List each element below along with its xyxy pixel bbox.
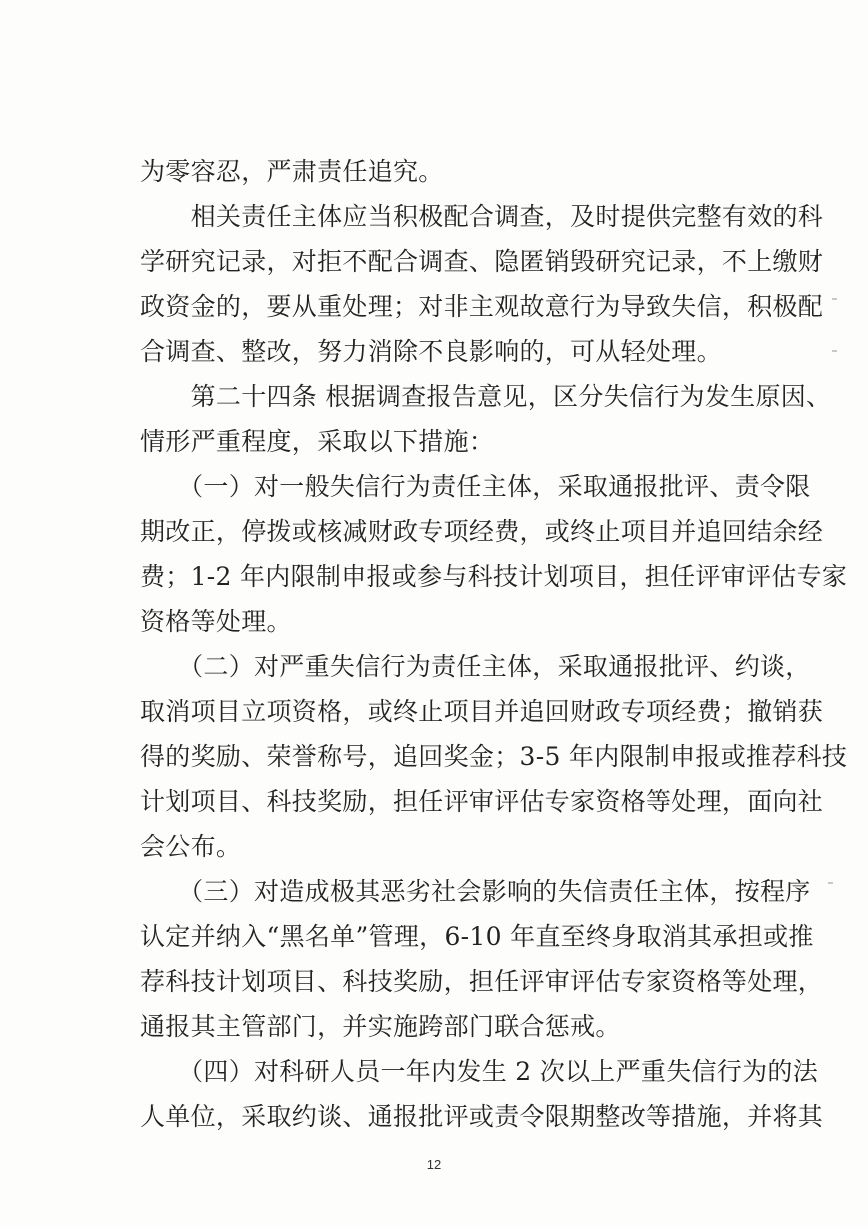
text-line: 期改正，停拨或核减财政专项经费，或终止项目并追回结余经 bbox=[140, 517, 824, 546]
scan-speck bbox=[832, 350, 837, 352]
text-line: （三）对造成极其恶劣社会影响的失信责任主体，按程序 bbox=[140, 877, 811, 906]
text-line: 相关责任主体应当积极配合调查，及时提供完整有效的科 bbox=[140, 202, 824, 231]
text-line: 第二十四条 根据调查报告意见，区分失信行为发生原因、 bbox=[140, 382, 832, 411]
text-line: 情形严重程度，采取以下措施： bbox=[140, 427, 495, 456]
text-line: 合调查、整改，努力消除不良影响的，可从轻处理。 bbox=[140, 337, 722, 366]
text-line: 荐科技计划项目、科技奖励，担任评审评估专家资格等处理， bbox=[140, 967, 824, 996]
text-line: 为零容忍，严肃责任追究。 bbox=[140, 157, 444, 186]
text-line: 费；1-2 年内限制申报或参与科技计划项目，担任评审评估专家 bbox=[140, 562, 848, 591]
text-line: 政资金的，要从重处理；对非主观故意行为导致失信，积极配 bbox=[140, 292, 824, 321]
text-line: 得的奖励、荣誉称号，追回奖金；3-5 年内限制申报或推荐科技 bbox=[140, 742, 848, 771]
text-line: （一）对一般失信行为责任主体，采取通报批评、责令限 bbox=[140, 472, 811, 501]
text-line: （四）对科研人员一年内发生 2 次以上严重失信行为的法 bbox=[140, 1057, 819, 1086]
text-line: 资格等处理。 bbox=[140, 607, 292, 636]
text-line: 通报其主管部门，并实施跨部门联合惩戒。 bbox=[140, 1012, 621, 1041]
text-line: 认定并纳入“黑名单”管理，6-10 年直至终身取消其承担或推 bbox=[140, 922, 814, 951]
text-line: 人单位，采取约谈、通报批评或责令限期整改等措施，并将其 bbox=[140, 1102, 824, 1131]
page-number: 12 bbox=[426, 1157, 442, 1172]
scan-speck bbox=[832, 298, 837, 300]
text-line: 计划项目、科技奖励，担任评审评估专家资格等处理，面向社 bbox=[140, 787, 824, 816]
text-line: 取消项目立项资格，或终止项目并追回财政专项经费；撤销获 bbox=[140, 697, 824, 726]
scan-speck bbox=[828, 882, 833, 884]
text-line: 会公布。 bbox=[140, 832, 242, 861]
text-line: 学研究记录，对拒不配合调查、隐匿销毁研究记录，不上缴财 bbox=[140, 247, 824, 276]
text-line: （二）对严重失信行为责任主体，采取通报批评、约谈， bbox=[140, 652, 811, 681]
